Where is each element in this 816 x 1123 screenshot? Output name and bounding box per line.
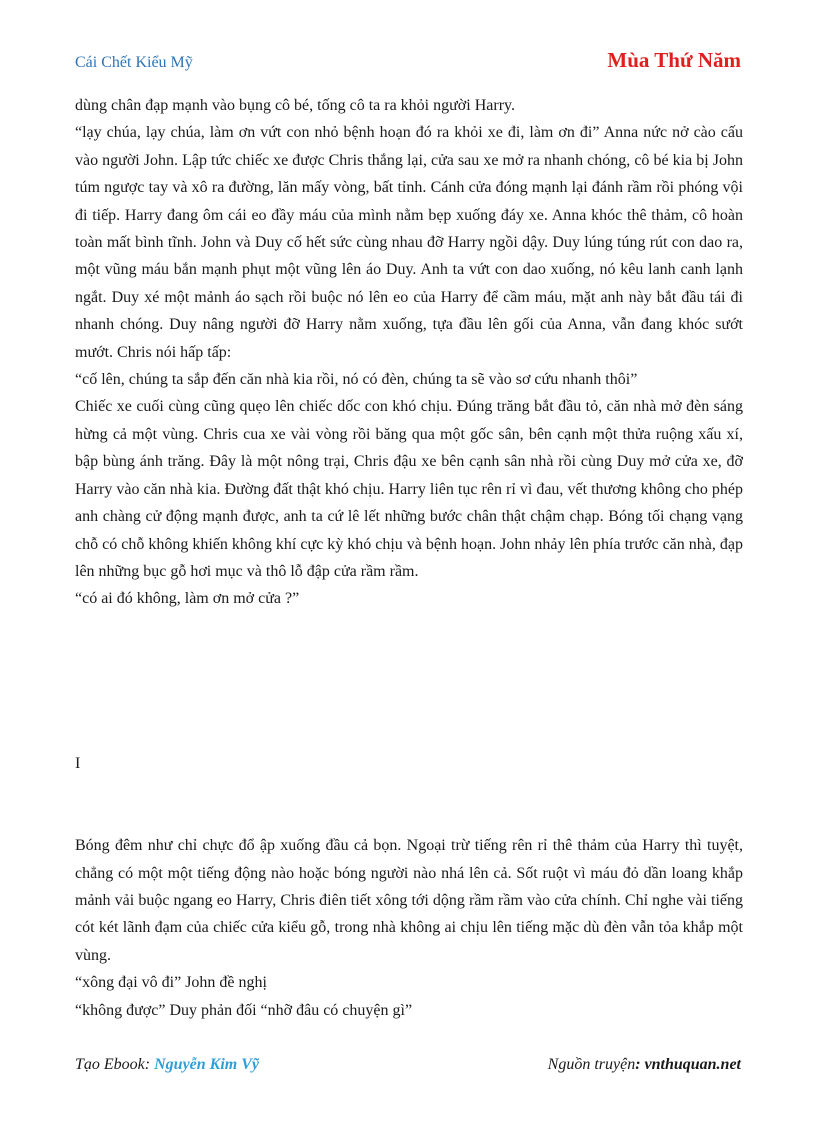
source-credit xyxy=(548,1056,741,1074)
page-header xyxy=(75,48,741,78)
paragraph: “lạy chúa, lạy chúa, làm ơn vứt con nhỏ bệnh hoạn đó ra khỏi xe đi, làm ơn đi” Anna nức nở cào cấu vào người John. Lập tức chiếc xe được Chris thắng lại, cửa sau xe mở ra nhanh chóng, cô bé kia bị John túm ngược tay và xô ra đường, lăn mấy vòng, bất tỉnh. Cánh cửa đóng mạnh lại đánh rầm rồi phóng vội đi tiếp. Harry đang ôm cái eo đầy máu của mình nằm bẹp xuống đáy xe. Anna khóc thê thảm, cô hoàn toàn mất bình tĩnh. John và Duy cố hết sức cùng nhau đỡ Harry ngồi dậy. Duy lúng túng rút con dao ra, một vũng máu bắn mạnh phụt một vũng lên áo Duy. Anh ta vứt con dao xuống, nó kêu lanh canh lạnh ngắt. Duy xé một mảnh áo sạch rồi buộc nó lên eo của Harry để cầm máu, mặt anh này bắt đầu tái đi nhanh chóng. Duy nâng người đỡ Harry nằm xuống, tựa đầu lên gối của Anna, vẫn đang khóc sướt mướt. Chris nói hấp tấp: xyxy=(75,124,743,361)
page-footer xyxy=(75,1056,741,1078)
paragraph: “xông đại vô đi” John đề nghị xyxy=(75,974,267,992)
paragraph: dùng chân đạp mạnh vào bụng cô bé, tống cô ta ra khỏi người Harry. xyxy=(75,97,515,114)
paragraph: “không được” Duy phản đối “nhỡ đâu có chuyện gì” xyxy=(75,1001,413,1019)
source-site: vnthuquan.net xyxy=(644,1056,741,1073)
ebook-author: Nguyễn Kim Vỹ xyxy=(154,1056,259,1073)
paragraph: “có ai đó không, làm ơn mở cửa ?” xyxy=(75,590,300,608)
blank-space xyxy=(75,613,743,750)
chapter-title: Mùa Thứ Năm xyxy=(607,48,741,72)
paragraph: Bóng đêm như chỉ chực đổ ập xuống đầu cả bọn. Ngoại trừ tiếng rên rỉ thê thảm của Harry thì tuyệt, chẳng có một một tiếng động nào hoặc bóng người nào nhá lên cả. Sốt ruột vì máu đỏ dần loang khắp mảnh vải buộc ngang eo Harry, Chris điên tiết xông tới dộng rầm rầm vào cửa chính. Chỉ nghe vài tiếng cót két lãnh đạm của chiếc cửa kiểu gỗ, trong nhà không ai chịu lên tiếng mặc dù đèn vẫn tỏa khắp một vùng. xyxy=(75,837,743,964)
page-content xyxy=(75,92,743,1024)
section-mark: I xyxy=(75,754,81,772)
book-title: Cái Chết Kiểu Mỹ xyxy=(75,54,193,71)
blank-space xyxy=(75,777,743,832)
paragraph: “cố lên, chúng ta sắp đến căn nhà kia rồi, nó có đèn, chúng ta sẽ vào sơ cứu nhanh thôi” xyxy=(75,371,638,389)
source-label: Nguồn truyện xyxy=(547,1056,636,1073)
ebook-separator: : xyxy=(144,1056,155,1073)
source-separator: : xyxy=(635,1056,645,1073)
ebook-label: Tạo Ebook xyxy=(75,1056,145,1073)
paragraph: Chiếc xe cuối cùng cũng quẹo lên chiếc dốc con khó chịu. Đúng trăng bắt đầu tỏ, căn nhà mở đèn sáng hừng cả một vùng. Chris cua xe vài vòng rồi băng qua một gốc sân, bên cạnh một thửa ruộng xấu xí, bập bùng ánh trăng. Đây là một nông trại, Chris đậu xe bên cạnh sân nhà rồi cùng Duy mở cửa xe, đỡ Harry vào căn nhà kia. Đường đất thật khó chịu. Harry liên tục rên rỉ vì đau, vết thương không cho phép anh chàng cử động mạnh được, anh ta cứ lê lết những bước chân thật chậm chạp. Bóng tối chạng vạng chỗ có chỗ không khiến không khí cực kỳ khó chịu và bệnh hoạn. John nhảy lên phía trước căn nhà, đạp lên những bục gỗ hơi mục và thô lỗ đập cửa rầm rầm. xyxy=(75,398,743,580)
ebook-credit xyxy=(75,1056,259,1074)
